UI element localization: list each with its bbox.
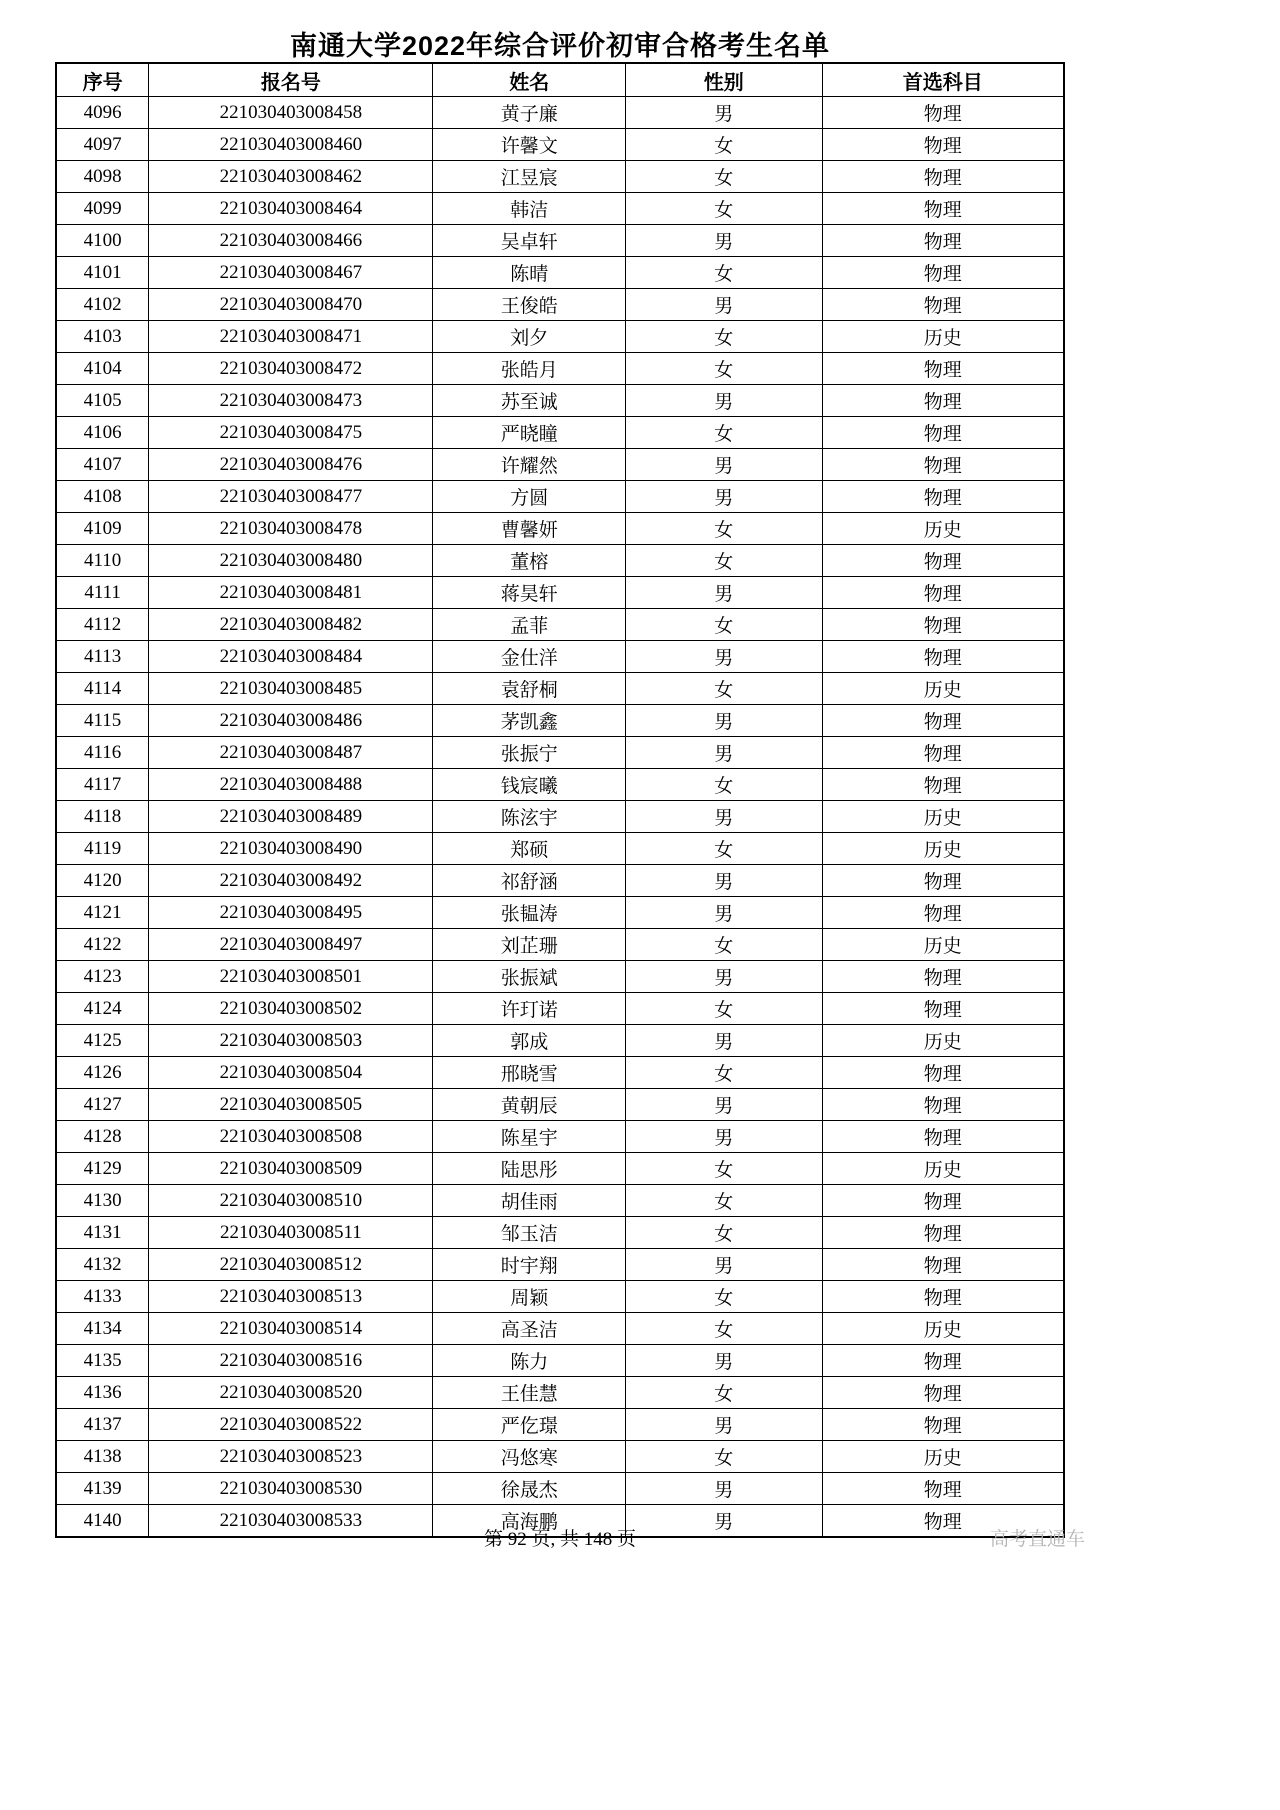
cell-gender: 女	[626, 193, 823, 225]
table-row	[56, 1249, 1064, 1281]
table-row	[56, 1089, 1064, 1121]
cell-registration-number: 221030403008458	[149, 97, 433, 129]
cell-serial: 4130	[56, 1185, 149, 1217]
table-header	[56, 63, 1064, 97]
cell-gender: 女	[626, 1057, 823, 1089]
cell-subject: 物理	[822, 769, 1064, 801]
cell-subject: 物理	[822, 865, 1064, 897]
table-row	[56, 929, 1064, 961]
cell-serial: 4124	[56, 993, 149, 1025]
cell-serial: 4129	[56, 1153, 149, 1185]
cell-name: 张振斌	[433, 961, 626, 993]
cell-serial: 4108	[56, 481, 149, 513]
cell-serial: 4109	[56, 513, 149, 545]
cell-subject: 历史	[822, 833, 1064, 865]
cell-name: 高圣洁	[433, 1313, 626, 1345]
cell-name: 祁舒涵	[433, 865, 626, 897]
cell-name: 高海鹏	[433, 1505, 626, 1538]
table-row	[56, 481, 1064, 513]
cell-serial: 4103	[56, 321, 149, 353]
cell-serial: 4114	[56, 673, 149, 705]
cell-registration-number: 221030403008484	[149, 641, 433, 673]
cell-subject: 物理	[822, 1249, 1064, 1281]
cell-serial: 4098	[56, 161, 149, 193]
cell-name: 许馨文	[433, 129, 626, 161]
cell-name: 胡佳雨	[433, 1185, 626, 1217]
cell-serial: 4137	[56, 1409, 149, 1441]
cell-subject: 物理	[822, 609, 1064, 641]
cell-serial: 4107	[56, 449, 149, 481]
cell-subject: 物理	[822, 1409, 1064, 1441]
cell-subject: 物理	[822, 161, 1064, 193]
cell-name: 陆思彤	[433, 1153, 626, 1185]
table-row	[56, 609, 1064, 641]
cell-gender: 女	[626, 129, 823, 161]
cell-serial: 4096	[56, 97, 149, 129]
table-row	[56, 257, 1064, 289]
cell-serial: 4135	[56, 1345, 149, 1377]
cell-subject: 物理	[822, 577, 1064, 609]
column-header-registration-number: 报名号	[149, 63, 433, 97]
cell-serial: 4112	[56, 609, 149, 641]
cell-name: 孟菲	[433, 609, 626, 641]
cell-gender: 男	[626, 897, 823, 929]
cell-name: 许耀然	[433, 449, 626, 481]
table-row	[56, 705, 1064, 737]
cell-serial: 4140	[56, 1505, 149, 1538]
table-row	[56, 449, 1064, 481]
cell-registration-number: 221030403008514	[149, 1313, 433, 1345]
cell-subject: 历史	[822, 513, 1064, 545]
cell-gender: 女	[626, 769, 823, 801]
page-number: 第 92 页, 共 148 页	[483, 1529, 636, 1550]
cell-serial: 4128	[56, 1121, 149, 1153]
cell-subject: 物理	[822, 449, 1064, 481]
cell-name: 金仕洋	[433, 641, 626, 673]
cell-subject: 物理	[822, 705, 1064, 737]
cell-name: 蒋昊轩	[433, 577, 626, 609]
cell-subject: 物理	[822, 1217, 1064, 1249]
cell-serial: 4116	[56, 737, 149, 769]
cell-serial: 4121	[56, 897, 149, 929]
table-row	[56, 833, 1064, 865]
cell-name: 王俊皓	[433, 289, 626, 321]
cell-gender: 女	[626, 993, 823, 1025]
cell-name: 郑硕	[433, 833, 626, 865]
cell-gender: 女	[626, 833, 823, 865]
cell-gender: 男	[626, 1249, 823, 1281]
table-row	[56, 545, 1064, 577]
cell-subject: 物理	[822, 1057, 1064, 1089]
cell-name: 陈泫宇	[433, 801, 626, 833]
cell-name: 董榕	[433, 545, 626, 577]
cell-registration-number: 221030403008487	[149, 737, 433, 769]
table-row	[56, 1121, 1064, 1153]
cell-gender: 男	[626, 705, 823, 737]
cell-subject: 历史	[822, 673, 1064, 705]
cell-subject: 物理	[822, 897, 1064, 929]
cell-serial: 4101	[56, 257, 149, 289]
cell-serial: 4104	[56, 353, 149, 385]
cell-registration-number: 221030403008478	[149, 513, 433, 545]
cell-name: 刘芷珊	[433, 929, 626, 961]
table-row	[56, 193, 1064, 225]
column-header-subject: 首选科目	[822, 63, 1064, 97]
cell-name: 吴卓轩	[433, 225, 626, 257]
cell-registration-number: 221030403008489	[149, 801, 433, 833]
cell-serial: 4105	[56, 385, 149, 417]
cell-name: 钱宸曦	[433, 769, 626, 801]
cell-gender: 男	[626, 737, 823, 769]
cell-name: 刘夕	[433, 321, 626, 353]
cell-name: 江昱宸	[433, 161, 626, 193]
cell-subject: 物理	[822, 1473, 1064, 1505]
cell-registration-number: 221030403008520	[149, 1377, 433, 1409]
cell-name: 黄朝辰	[433, 1089, 626, 1121]
table-row	[56, 513, 1064, 545]
table-row	[56, 897, 1064, 929]
cell-subject: 物理	[822, 1089, 1064, 1121]
cell-registration-number: 221030403008476	[149, 449, 433, 481]
cell-gender: 男	[626, 225, 823, 257]
cell-name: 陈星宇	[433, 1121, 626, 1153]
table-row	[56, 1345, 1064, 1377]
cell-registration-number: 221030403008510	[149, 1185, 433, 1217]
cell-registration-number: 221030403008471	[149, 321, 433, 353]
cell-registration-number: 221030403008485	[149, 673, 433, 705]
cell-registration-number: 221030403008511	[149, 1217, 433, 1249]
cell-gender: 男	[626, 1025, 823, 1057]
cell-subject: 物理	[822, 417, 1064, 449]
table-row	[56, 353, 1064, 385]
cell-subject: 物理	[822, 993, 1064, 1025]
cell-gender: 男	[626, 1345, 823, 1377]
cell-gender: 男	[626, 1505, 823, 1538]
cell-subject: 物理	[822, 481, 1064, 513]
cell-gender: 男	[626, 449, 823, 481]
column-header-serial: 序号	[56, 63, 149, 97]
cell-name: 严晓瞳	[433, 417, 626, 449]
cell-gender: 男	[626, 385, 823, 417]
cell-name: 严仡璟	[433, 1409, 626, 1441]
cell-name: 徐晟杰	[433, 1473, 626, 1505]
cell-registration-number: 221030403008481	[149, 577, 433, 609]
table-row	[56, 641, 1064, 673]
cell-name: 苏至诚	[433, 385, 626, 417]
cell-registration-number: 221030403008522	[149, 1409, 433, 1441]
table-row	[56, 1025, 1064, 1057]
cell-serial: 4110	[56, 545, 149, 577]
cell-gender: 女	[626, 1313, 823, 1345]
cell-name: 陈晴	[433, 257, 626, 289]
table-row	[56, 225, 1064, 257]
header-row	[56, 63, 1064, 97]
cell-name: 王佳慧	[433, 1377, 626, 1409]
cell-gender: 男	[626, 1409, 823, 1441]
cell-name: 韩洁	[433, 193, 626, 225]
cell-serial: 4131	[56, 1217, 149, 1249]
cell-name: 张韫涛	[433, 897, 626, 929]
cell-name: 陈力	[433, 1345, 626, 1377]
cell-gender: 女	[626, 1185, 823, 1217]
cell-subject: 历史	[822, 1313, 1064, 1345]
table-row	[56, 1153, 1064, 1185]
page-title: 南通大学2022年综合评价初审合格考生名单	[289, 31, 831, 61]
cell-subject: 物理	[822, 193, 1064, 225]
cell-subject: 物理	[822, 641, 1064, 673]
cell-serial: 4102	[56, 289, 149, 321]
cell-subject: 历史	[822, 321, 1064, 353]
cell-gender: 女	[626, 257, 823, 289]
cell-name: 周颖	[433, 1281, 626, 1313]
watermark: 高考直通车	[989, 1529, 1085, 1550]
cell-gender: 女	[626, 417, 823, 449]
cell-registration-number: 221030403008495	[149, 897, 433, 929]
cell-gender: 女	[626, 1441, 823, 1473]
cell-name: 黄子廉	[433, 97, 626, 129]
cell-subject: 物理	[822, 1345, 1064, 1377]
cell-serial: 4119	[56, 833, 149, 865]
cell-serial: 4123	[56, 961, 149, 993]
cell-name: 曹馨妍	[433, 513, 626, 545]
cell-name: 袁舒桐	[433, 673, 626, 705]
table-row	[56, 961, 1064, 993]
table-row	[56, 577, 1064, 609]
cell-serial: 4100	[56, 225, 149, 257]
cell-registration-number: 221030403008503	[149, 1025, 433, 1057]
cell-subject: 物理	[822, 225, 1064, 257]
cell-registration-number: 221030403008513	[149, 1281, 433, 1313]
cell-registration-number: 221030403008533	[149, 1505, 433, 1538]
table-row	[56, 385, 1064, 417]
cell-subject: 物理	[822, 257, 1064, 289]
cell-subject: 历史	[822, 1441, 1064, 1473]
cell-serial: 4134	[56, 1313, 149, 1345]
cell-gender: 男	[626, 1089, 823, 1121]
cell-gender: 男	[626, 641, 823, 673]
table-row	[56, 1217, 1064, 1249]
cell-gender: 女	[626, 1377, 823, 1409]
cell-registration-number: 221030403008505	[149, 1089, 433, 1121]
table-row	[56, 97, 1064, 129]
cell-subject: 历史	[822, 1025, 1064, 1057]
table-row	[56, 1409, 1064, 1441]
cell-serial: 4125	[56, 1025, 149, 1057]
table-row	[56, 673, 1064, 705]
cell-gender: 女	[626, 321, 823, 353]
cell-subject: 物理	[822, 385, 1064, 417]
table-row	[56, 1281, 1064, 1313]
cell-registration-number: 221030403008467	[149, 257, 433, 289]
cell-gender: 女	[626, 545, 823, 577]
cell-serial: 4118	[56, 801, 149, 833]
cell-gender: 男	[626, 961, 823, 993]
cell-serial: 4138	[56, 1441, 149, 1473]
cell-name: 许玎诺	[433, 993, 626, 1025]
cell-subject: 物理	[822, 545, 1064, 577]
table-body	[56, 97, 1064, 1538]
cell-subject: 物理	[822, 1121, 1064, 1153]
cell-registration-number: 221030403008508	[149, 1121, 433, 1153]
column-header-name: 姓名	[433, 63, 626, 97]
cell-registration-number: 221030403008497	[149, 929, 433, 961]
column-header-gender: 性别	[626, 63, 823, 97]
cell-serial: 4139	[56, 1473, 149, 1505]
table-row	[56, 417, 1064, 449]
cell-subject: 物理	[822, 353, 1064, 385]
cell-serial: 4122	[56, 929, 149, 961]
cell-serial: 4120	[56, 865, 149, 897]
table-row	[56, 1057, 1064, 1089]
table-row	[56, 1185, 1064, 1217]
cell-subject: 物理	[822, 1281, 1064, 1313]
cell-serial: 4113	[56, 641, 149, 673]
cell-subject: 物理	[822, 1505, 1064, 1538]
cell-serial: 4115	[56, 705, 149, 737]
cell-registration-number: 221030403008504	[149, 1057, 433, 1089]
cell-name: 邹玉洁	[433, 1217, 626, 1249]
cell-registration-number: 221030403008475	[149, 417, 433, 449]
cell-registration-number: 221030403008490	[149, 833, 433, 865]
cell-serial: 4127	[56, 1089, 149, 1121]
table-row	[56, 289, 1064, 321]
cell-gender: 女	[626, 513, 823, 545]
cell-registration-number: 221030403008466	[149, 225, 433, 257]
cell-gender: 女	[626, 1217, 823, 1249]
cell-subject: 历史	[822, 801, 1064, 833]
cell-registration-number: 221030403008460	[149, 129, 433, 161]
cell-serial: 4111	[56, 577, 149, 609]
cell-subject: 物理	[822, 961, 1064, 993]
cell-serial: 4132	[56, 1249, 149, 1281]
cell-gender: 男	[626, 97, 823, 129]
cell-registration-number: 221030403008473	[149, 385, 433, 417]
cell-gender: 女	[626, 353, 823, 385]
cell-name: 郭成	[433, 1025, 626, 1057]
cell-registration-number: 221030403008516	[149, 1345, 433, 1377]
cell-serial: 4133	[56, 1281, 149, 1313]
cell-subject: 物理	[822, 1185, 1064, 1217]
cell-registration-number: 221030403008470	[149, 289, 433, 321]
cell-registration-number: 221030403008523	[149, 1441, 433, 1473]
cell-gender: 女	[626, 161, 823, 193]
cell-gender: 女	[626, 609, 823, 641]
cell-subject: 物理	[822, 1377, 1064, 1409]
cell-subject: 历史	[822, 1153, 1064, 1185]
table-row	[56, 1473, 1064, 1505]
cell-registration-number: 221030403008462	[149, 161, 433, 193]
table-row	[56, 1377, 1064, 1409]
cell-name: 冯悠寒	[433, 1441, 626, 1473]
cell-name: 邢晓雪	[433, 1057, 626, 1089]
cell-gender: 男	[626, 801, 823, 833]
cell-registration-number: 221030403008501	[149, 961, 433, 993]
cell-gender: 男	[626, 289, 823, 321]
cell-subject: 物理	[822, 129, 1064, 161]
cell-registration-number: 221030403008464	[149, 193, 433, 225]
cell-registration-number: 221030403008502	[149, 993, 433, 1025]
table-row	[56, 161, 1064, 193]
cell-serial: 4097	[56, 129, 149, 161]
cell-name: 方圆	[433, 481, 626, 513]
cell-subject: 物理	[822, 737, 1064, 769]
cell-registration-number: 221030403008477	[149, 481, 433, 513]
cell-subject: 物理	[822, 289, 1064, 321]
table-row	[56, 129, 1064, 161]
cell-registration-number: 221030403008492	[149, 865, 433, 897]
cell-gender: 男	[626, 865, 823, 897]
cell-registration-number: 221030403008472	[149, 353, 433, 385]
cell-name: 张振宁	[433, 737, 626, 769]
table-row	[56, 737, 1064, 769]
cell-gender: 男	[626, 1473, 823, 1505]
cell-name: 张皓月	[433, 353, 626, 385]
table-row	[56, 769, 1064, 801]
cell-serial: 4106	[56, 417, 149, 449]
table-row	[56, 1441, 1064, 1473]
table-row	[56, 1313, 1064, 1345]
cell-registration-number: 221030403008488	[149, 769, 433, 801]
cell-gender: 女	[626, 673, 823, 705]
cell-registration-number: 221030403008530	[149, 1473, 433, 1505]
cell-serial: 4126	[56, 1057, 149, 1089]
table-row	[56, 321, 1064, 353]
table-row	[56, 993, 1064, 1025]
candidate-table	[55, 62, 1065, 1538]
cell-serial: 4136	[56, 1377, 149, 1409]
cell-gender: 女	[626, 929, 823, 961]
cell-gender: 男	[626, 481, 823, 513]
cell-subject: 历史	[822, 929, 1064, 961]
cell-gender: 女	[626, 1281, 823, 1313]
table-row	[56, 865, 1064, 897]
cell-gender: 男	[626, 1121, 823, 1153]
cell-serial: 4117	[56, 769, 149, 801]
cell-registration-number: 221030403008480	[149, 545, 433, 577]
table-row	[56, 801, 1064, 833]
cell-registration-number: 221030403008509	[149, 1153, 433, 1185]
cell-gender: 男	[626, 577, 823, 609]
cell-registration-number: 221030403008486	[149, 705, 433, 737]
cell-name: 茅凯鑫	[433, 705, 626, 737]
cell-gender: 女	[626, 1153, 823, 1185]
cell-serial: 4099	[56, 193, 149, 225]
cell-registration-number: 221030403008482	[149, 609, 433, 641]
cell-registration-number: 221030403008512	[149, 1249, 433, 1281]
cell-subject: 物理	[822, 97, 1064, 129]
cell-name: 时宇翔	[433, 1249, 626, 1281]
